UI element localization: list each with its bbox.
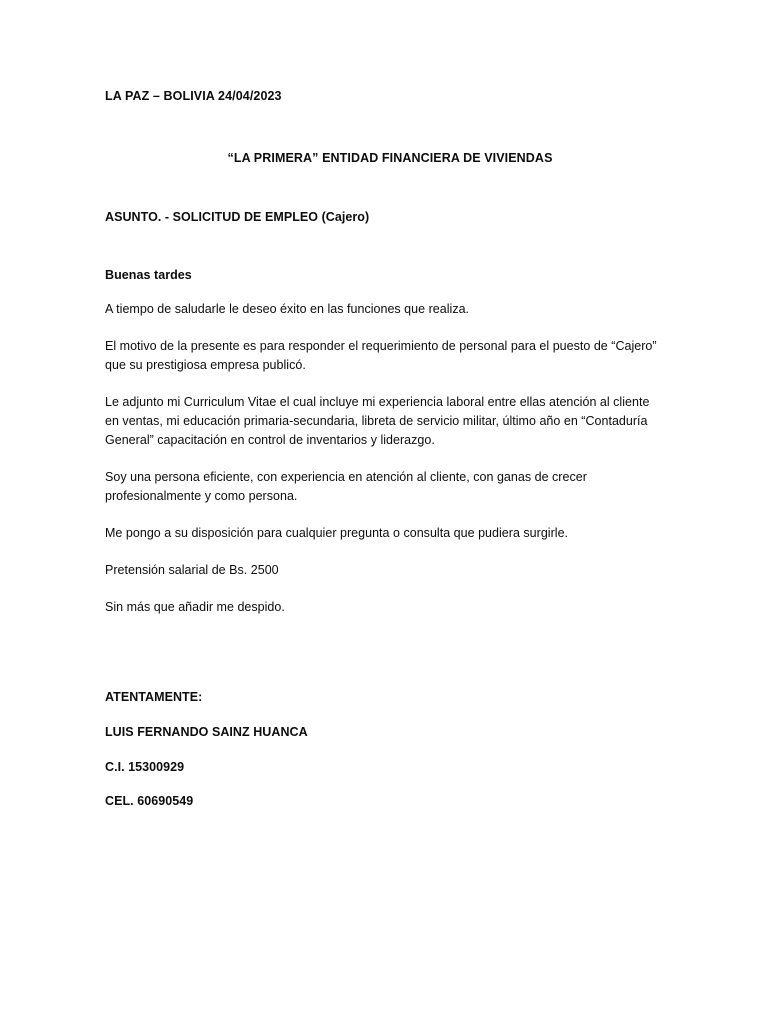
body-paragraph: A tiempo de saludarle le deseo éxito en las funciones que realiza. bbox=[105, 301, 470, 316]
body-paragraph: Sin más que añadir me despido. bbox=[105, 599, 285, 614]
signature-name: LUIS FERNANDO SAINZ HUANCA bbox=[105, 724, 308, 739]
document-title-block bbox=[105, 105, 661, 165]
document-title: “LA PRIMERA” ENTIDAD FINANCIERA DE VIVIENDAS bbox=[227, 150, 553, 165]
signature-id-number: C.I. 15300929 bbox=[105, 759, 185, 774]
place-and-date: LA PAZ – BOLIVIA 24/04/2023 bbox=[105, 89, 282, 103]
signature-closing: ATENTAMENTE: bbox=[105, 689, 203, 704]
document-content bbox=[105, 88, 661, 810]
signature-block bbox=[105, 617, 661, 811]
subject-line bbox=[105, 209, 661, 226]
greeting-block bbox=[105, 226, 661, 282]
greeting: Buenas tardes bbox=[105, 267, 192, 282]
subject-label: ASUNTO. - bbox=[105, 209, 170, 224]
body-paragraph: Me pongo a su disposición para cualquier pregunta o consulta que pudiera surgirle. bbox=[105, 525, 569, 540]
body-paragraph: El motivo de la presente es para responder el requerimiento de personal para el puesto de “Cajero” que su prestigiosa empresa publicó. bbox=[105, 338, 657, 372]
subject-block bbox=[105, 165, 661, 226]
signature-phone: CEL. 60690549 bbox=[105, 794, 194, 809]
body-paragraph: Le adjunto mi Curriculum Vitae el cual incluye mi experiencia laboral entre ellas atención al cliente en ventas, mi educación primaria-secundaria, libreta de servicio militar, último año en “Contaduría General” capacitación en control de inventarios y liderazgo. bbox=[105, 394, 650, 447]
body-paragraph: Pretensión salarial de Bs. 2500 bbox=[105, 562, 279, 577]
body-paragraph: Soy una persona eficiente, con experiencia en atención al cliente, con ganas de crecer profesionalmente y como persona. bbox=[105, 469, 587, 503]
subject-text: SOLICITUD DE EMPLEO (Cajero) bbox=[169, 209, 370, 224]
